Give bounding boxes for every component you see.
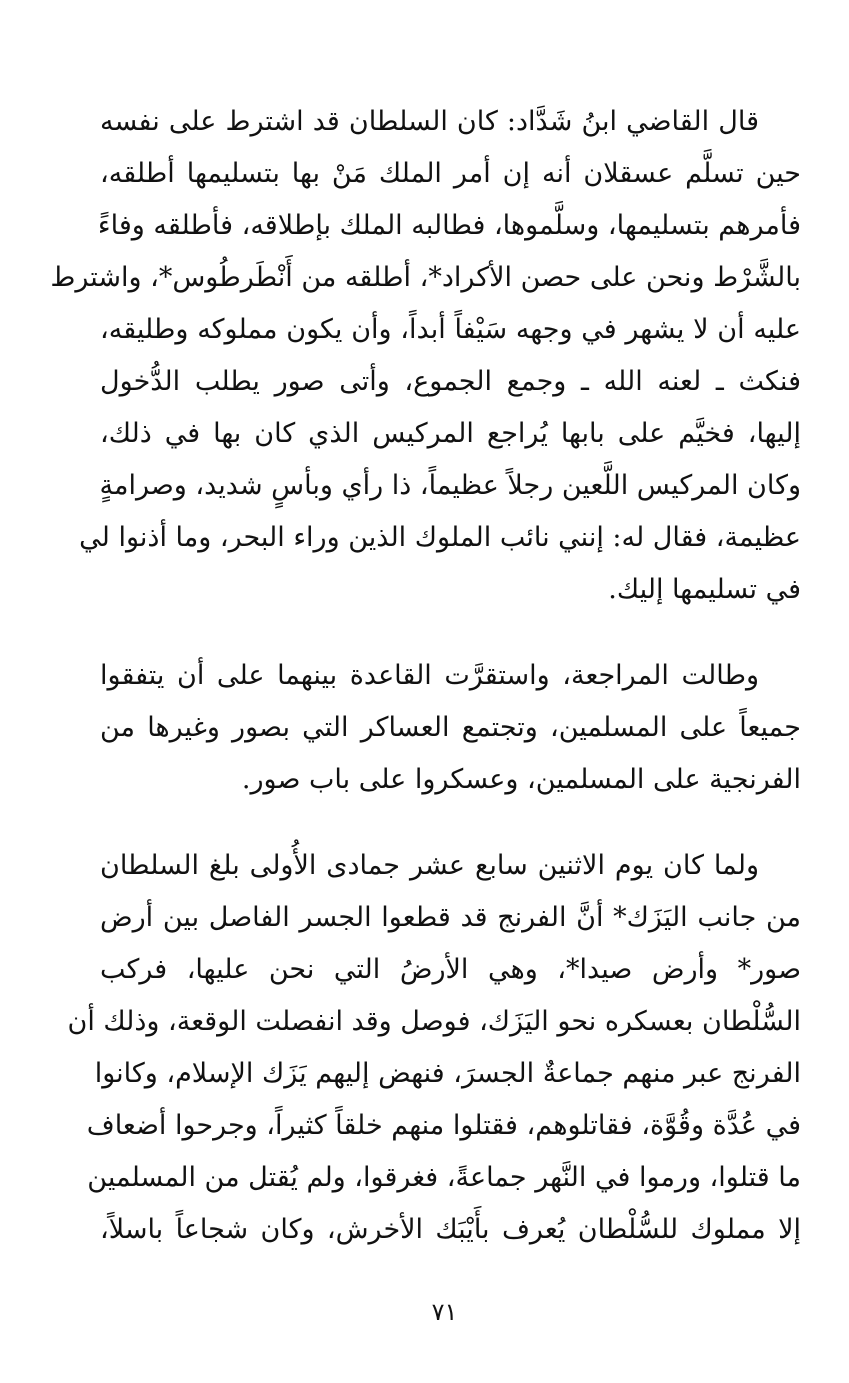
text-line: فنكث ـ لعنه الله ـ وجمع الجموع، وأتى صور يطلب الدُّخول	[100, 366, 801, 397]
text-line: في عُدَّة وقُوَّة، فقاتلوهم، فقتلوا منهم خلقاً كثيراً، وجرحوا أضعاف	[86, 1110, 801, 1141]
text-line: ولما كان يوم الاثنين سابع عشر جمادى الأُولى بلغ السلطان	[100, 850, 759, 881]
text-line: في تسليمها إليك.	[608, 574, 801, 605]
text-body	[50, 96, 801, 1256]
text-line: الفرنجية على المسلمين، وعسكروا على باب صور.	[241, 764, 801, 795]
text-line: عظيمة، فقال له: إنني نائب الملوك الذين وراء البحر، وما أذنوا لي	[79, 522, 801, 553]
text-line: الفرنج عبر منهم جماعةٌ الجسرَ، فنهض إليهم يَزَك الإسلام، وكانوا	[94, 1058, 801, 1089]
text-line: عليه أن لا يشهر في وجهه سَيْفاً أبداً، وأن يكون مملوكه وطليقه،	[100, 314, 801, 345]
text-line: قال القاضي ابنُ شَدَّاد: كان السلطان قد اشترط على نفسه	[100, 106, 759, 137]
text-line: فأمرهم بتسليمها، وسلَّموها، فطالبه الملك بإطلاقه، فأطلقه وفاءً	[97, 210, 801, 241]
text-line: السُّلْطان بعسكره نحو اليَزَك، فوصل وقد انفصلت الوقعة، وذلك أن	[67, 1006, 801, 1037]
text-line: وطالت المراجعة، واستقرَّت القاعدة بينهما على أن يتفقوا	[100, 660, 759, 691]
text-line: إليها، فخيَّم على بابها يُراجع المركيس الذي كان بها في ذلك،	[100, 418, 801, 449]
text-line: وكان المركيس اللَّعين رجلاً عظيماً، ذا رأي وبأسٍ شديد، وصرامةٍ	[99, 470, 801, 501]
text-line: إلا مملوك للسُّلْطان يُعرف بأَيْبَك الأخرش، وكان شجاعاً باسلاً،	[100, 1214, 801, 1245]
text-line: ما قتلوا، ورموا في النَّهر جماعةً، فغرقوا، ولم يُقتل من المسلمين	[87, 1162, 801, 1193]
paragraph-1	[50, 96, 801, 616]
page-number: ٧١	[431, 1298, 458, 1326]
text-line: من جانب اليَزَك* أنَّ الفرنج قد قطعوا الجسر الفاصل بين أرض	[100, 902, 801, 933]
text-line: بالشَّرْط ونحن على حصن الأكراد*، أطلقه من أَنْطَرطُوس*، واشترط	[50, 262, 801, 293]
paragraph-2	[100, 650, 801, 806]
text-line: حين تسلَّم عسقلان أنه إن أمر الملك مَنْ بها بتسليمها أطلقه،	[100, 158, 801, 189]
text-line: جميعاً على المسلمين، وتجتمع العساكر التي بصور وغيرها من	[100, 712, 801, 743]
text-line: صور* وأرض صيدا*، وهي الأرضُ التي نحن عليها، فركب	[100, 954, 801, 985]
paragraph-3	[67, 840, 801, 1256]
